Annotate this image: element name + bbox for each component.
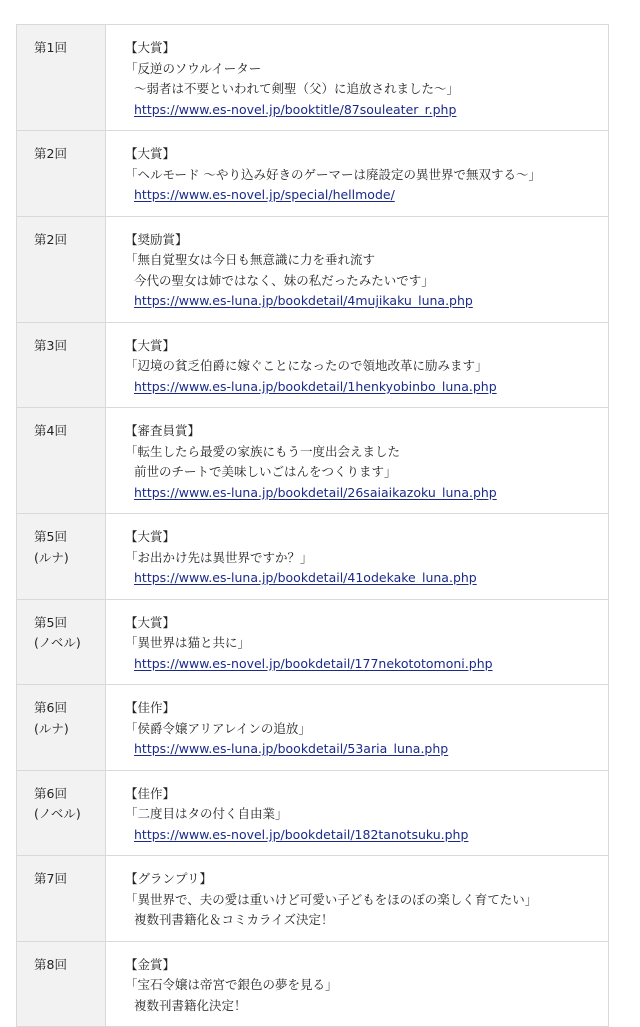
- book-link[interactable]: https://www.es-luna.jp/bookdetail/1henkyobinbo_luna.php: [134, 378, 497, 394]
- award-prize-label: 【グランプリ】: [125, 871, 213, 886]
- book-link[interactable]: https://www.es-novel.jp/booktitle/87souleater_r.php: [134, 101, 457, 117]
- award-title-line: 「異世界は猫と共に」: [125, 635, 251, 650]
- award-round-label: 第3回: [34, 337, 67, 353]
- award-detail-cell: [106, 322, 609, 408]
- award-prize-label: 【大賞】: [125, 529, 176, 544]
- award-detail-cell: [106, 25, 609, 131]
- award-round-cell: [17, 685, 106, 771]
- award-detail-cell: [106, 131, 609, 217]
- award-title-line: 「反逆のソウルイーター: [125, 60, 262, 76]
- book-link[interactable]: https://www.es-novel.jp/bookdetail/177nekototomoni.php: [134, 655, 493, 671]
- award-title-line: 「辺境の貧乏伯爵に嫁ぐことになったので領地改革に励みます」: [125, 358, 488, 373]
- award-detail-cell: [106, 599, 609, 685]
- award-round-cell: [17, 770, 106, 856]
- award-title-line: 「二度目はタの付く自由業」: [125, 806, 288, 821]
- award-round-cell: [17, 25, 106, 131]
- award-note-line: 前世のチートで美味しいごはんをつくります」: [134, 464, 397, 479]
- award-prize-label: 【大賞】: [125, 614, 176, 630]
- award-row: [17, 408, 609, 514]
- award-round-cell: [17, 408, 106, 514]
- award-title-line: 「無自覚聖女は今日も無意識に力を垂れ流す: [125, 252, 376, 267]
- award-note-line: 今代の聖女は姉ではなく、妹の私だったみたいです」: [134, 272, 434, 288]
- award-imprint-label: (ノベル): [34, 806, 81, 821]
- award-prize-label: 【金賞】: [125, 956, 176, 972]
- award-round-label: 第2回: [34, 231, 67, 247]
- award-title-line: 「侯爵令嬢アリアレインの追放」: [125, 720, 311, 736]
- award-row: [17, 131, 609, 217]
- award-prize-label: 【大賞】: [125, 337, 176, 353]
- award-prize-label: 【奨励賞】: [125, 231, 188, 247]
- award-row: [17, 322, 609, 408]
- award-prize-label: 【審査員賞】: [125, 423, 201, 438]
- award-round-cell: [17, 514, 106, 600]
- award-row: [17, 685, 609, 771]
- award-title-line: 「転生したら最愛の家族にもう一度出会えました: [125, 443, 401, 459]
- awards-table-body: [17, 25, 609, 1027]
- award-round-label: 第4回: [34, 423, 67, 438]
- award-row: [17, 216, 609, 322]
- book-link[interactable]: https://www.es-luna.jp/bookdetail/26saiaikazoku_luna.php: [134, 484, 497, 500]
- award-round-label: 第1回: [34, 40, 67, 55]
- award-title-line: 「異世界で、夫の愛は重いけど可愛い子どもをほのぼの楽しく育てたい」: [125, 891, 538, 907]
- book-link[interactable]: https://www.es-novel.jp/bookdetail/182tanotsuku.php: [134, 826, 469, 842]
- award-detail-cell: [106, 685, 609, 771]
- awards-table: [16, 24, 609, 1027]
- award-title-line: 「お出かけ先は異世界ですか？」: [125, 549, 313, 565]
- award-imprint-label: (ルナ): [34, 720, 69, 736]
- award-round-label: 第6回: [34, 700, 67, 715]
- book-link[interactable]: https://www.es-luna.jp/bookdetail/4mujikaku_luna.php: [134, 293, 473, 308]
- award-note-line: ～弱者は不要といわれて剣聖（父）に追放されました～」: [134, 81, 460, 96]
- award-prize-label: 【大賞】: [125, 146, 176, 161]
- award-round-cell: [17, 216, 106, 322]
- book-link[interactable]: https://www.es-novel.jp/special/hellmode/: [134, 187, 395, 202]
- award-detail-cell: [106, 941, 609, 1027]
- award-prize-label: 【大賞】: [125, 40, 176, 55]
- award-row: [17, 941, 609, 1027]
- award-row: [17, 856, 609, 942]
- award-round-cell: [17, 599, 106, 685]
- award-detail-cell: [106, 216, 609, 322]
- award-round-label: 第6回: [34, 785, 67, 801]
- award-note-line: 複数刊書籍化＆コミカライズ決定！: [134, 912, 334, 927]
- award-note-line: 複数刊書籍化決定！: [134, 997, 247, 1013]
- award-row: [17, 599, 609, 685]
- award-title-line: 「ヘルモード ～やり込み好きのゲーマーは廃設定の異世界で無双する～」: [125, 166, 541, 182]
- award-row: [17, 514, 609, 600]
- award-round-label: 第5回: [34, 529, 67, 544]
- award-round-label: 第2回: [34, 146, 67, 161]
- award-detail-cell: [106, 770, 609, 856]
- award-detail-cell: [106, 856, 609, 942]
- book-link[interactable]: https://www.es-luna.jp/bookdetail/41odekake_luna.php: [134, 570, 477, 585]
- award-round-cell: [17, 131, 106, 217]
- award-title-line: 「宝石令嬢は帝宮で銀色の夢を見る」: [125, 977, 338, 992]
- award-row: [17, 770, 609, 856]
- award-round-label: 第8回: [34, 956, 67, 972]
- award-prize-label: 【佳作】: [125, 700, 176, 715]
- award-prize-label: 【佳作】: [125, 785, 176, 801]
- award-round-label: 第5回: [34, 614, 67, 630]
- award-round-cell: [17, 322, 106, 408]
- award-round-cell: [17, 856, 106, 942]
- award-row: [17, 25, 609, 131]
- award-detail-cell: [106, 514, 609, 600]
- award-imprint-label: (ノベル): [34, 635, 81, 650]
- award-detail-cell: [106, 408, 609, 514]
- award-round-cell: [17, 941, 106, 1027]
- award-round-label: 第7回: [34, 871, 67, 886]
- book-link[interactable]: https://www.es-luna.jp/bookdetail/53aria_luna.php: [134, 741, 449, 756]
- award-imprint-label: (ルナ): [34, 549, 69, 565]
